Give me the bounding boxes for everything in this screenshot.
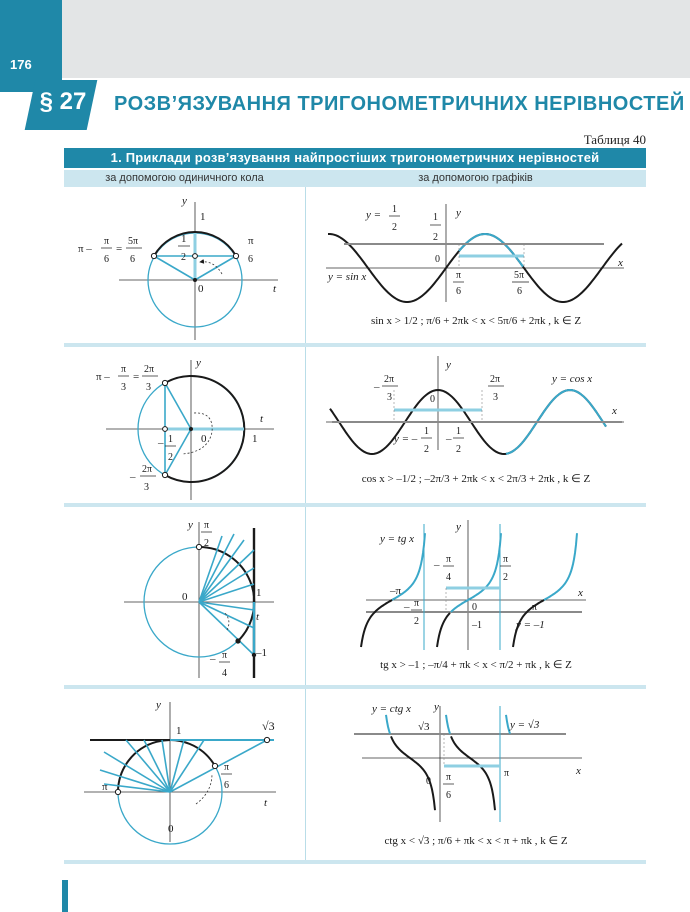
formula-label: =	[116, 243, 123, 255]
point-label: –	[210, 653, 216, 665]
tick-label: –π	[390, 585, 402, 597]
formula-label: 3	[144, 482, 149, 493]
footer-bar	[62, 880, 68, 912]
answer-formula: cos x > –1/2 ; –2π/3 + 2πk < x < 2π/3 + 2πk , k ∈ Z	[361, 473, 591, 485]
axis-y-label: y	[446, 359, 451, 371]
origin-label: 0	[472, 602, 477, 613]
tick-label: –1	[472, 620, 482, 631]
line-label: 2	[424, 444, 429, 455]
formula-label: 3	[146, 382, 151, 393]
tick-label: 6	[456, 286, 461, 297]
label-one: 1	[176, 725, 182, 737]
axis-y-label: y	[188, 519, 193, 531]
formula-label: 6	[130, 254, 135, 265]
axis-t-label: t	[264, 797, 268, 809]
unit-circle-ctg	[64, 692, 305, 860]
graph-ctg	[306, 692, 646, 860]
col-left-heading: за допомогою одиничного кола	[105, 172, 264, 184]
axis-t-label: t	[273, 283, 277, 295]
point-label: 2	[204, 538, 209, 549]
section-sign: § 27	[39, 88, 87, 115]
col-right-heading: за допомогою графіків	[418, 172, 533, 184]
row-separator	[64, 685, 646, 689]
line-label: y =	[366, 209, 382, 221]
formula-label: 5π	[128, 236, 139, 247]
unit-circle-tg	[64, 510, 305, 685]
row-separator	[64, 503, 646, 507]
point-label: π	[224, 762, 230, 773]
axis-y-label: y	[196, 357, 201, 369]
table-subheader	[64, 170, 646, 187]
tick-label: 3	[387, 392, 392, 403]
tick-label: 6	[517, 286, 522, 297]
line-label: 1	[392, 204, 397, 215]
tick-label: –	[374, 381, 380, 393]
tick-label: –	[404, 601, 410, 613]
value-label: 2	[456, 444, 461, 455]
axis-y-label: y	[434, 701, 439, 713]
tick-label: π	[446, 772, 452, 783]
row-separator	[64, 860, 646, 864]
tick-label: 6	[446, 790, 451, 801]
axis-x-label: x	[612, 405, 617, 417]
axis-x-label: x	[576, 765, 581, 777]
table-label: Таблиця 40	[583, 132, 646, 147]
point-label: 6	[224, 780, 229, 791]
tick-label: 2	[503, 572, 508, 583]
tick-label: 2π	[384, 374, 395, 385]
point-label: 4	[222, 668, 227, 679]
unit-circle-sin	[64, 190, 305, 342]
page-tab	[0, 0, 62, 92]
value-label: 2	[168, 452, 173, 463]
origin-label: 0	[435, 254, 440, 265]
point-label: π	[102, 781, 108, 793]
curve-label: y = sin x	[328, 271, 367, 283]
axis-t-label: t	[256, 611, 260, 623]
formula-label: π	[104, 236, 110, 247]
curve-label: y = ctg x	[372, 703, 411, 715]
formula-label: π	[121, 364, 127, 375]
answer-formula: tg x > –1 ; –π/4 + πk < x < π/2 + πk , k ∈ Z	[380, 659, 572, 671]
origin-label: 0	[430, 394, 435, 405]
formula-label: =	[133, 371, 140, 383]
line-label: 1	[424, 426, 429, 437]
axis-y-label: y	[182, 195, 187, 207]
graph-sin	[306, 190, 646, 342]
origin-label: 0	[168, 823, 174, 835]
tick-label: π	[503, 554, 509, 565]
value-label: 2	[433, 232, 438, 243]
value-label: 1	[433, 212, 438, 223]
axis-y-label: y	[156, 699, 161, 711]
tick-label: π	[456, 270, 462, 281]
tick-label: 2	[414, 616, 419, 627]
point-label: π	[204, 520, 210, 531]
tick-label: π	[504, 768, 510, 779]
curve-label: y = tg x	[380, 533, 414, 545]
origin-label: 0	[426, 776, 431, 787]
top-band	[0, 0, 690, 78]
value-label: 2	[181, 252, 186, 263]
value-label: 1	[181, 233, 187, 245]
value-label: √3	[418, 721, 430, 733]
value-label: 1	[168, 434, 173, 445]
line-label: y = –	[394, 433, 418, 445]
value-label: –	[158, 437, 164, 449]
label-one: 1	[252, 433, 258, 445]
tick-label: 2π	[490, 374, 501, 385]
formula-label: 2π	[142, 464, 153, 475]
row-separator	[64, 343, 646, 347]
table-header: 1. Приклади розв’язування найпростіших тригонометричних нерівностей	[64, 148, 646, 168]
axis-y-label: y	[456, 207, 461, 219]
label-one: 1	[256, 587, 262, 599]
label-one: 1	[200, 211, 206, 223]
origin-label: 0	[201, 433, 207, 445]
formula-label: –	[130, 471, 136, 483]
formula-label: 6	[104, 254, 109, 265]
formula-label: 2π	[144, 364, 155, 375]
section-title: РОЗВ’ЯЗУВАННЯ ТРИГОНОМЕТРИЧНИХ НЕРІВНОСТЕЙ	[114, 93, 685, 115]
answer-formula: ctg x < √3 ; π/6 + πk < x < π + πk , k ∈ Z	[384, 835, 568, 847]
line-label: y = –1	[516, 619, 545, 631]
axis-x-label: x	[578, 587, 583, 599]
tick-label: π	[414, 598, 420, 609]
curve-label: y = cos x	[552, 373, 593, 385]
tick-label: 5π	[514, 270, 525, 281]
graph-cos	[306, 350, 646, 502]
origin-label: 0	[182, 591, 188, 603]
axis-x-label: x	[618, 257, 623, 269]
point-label: √3	[262, 719, 275, 733]
line-label: y = √3	[510, 719, 540, 731]
label-minus-one: –1	[256, 647, 267, 659]
axis-y-label: y	[456, 521, 461, 533]
graph-tg	[306, 510, 646, 685]
line-label: 2	[392, 222, 397, 233]
answer-formula: sin x > 1/2 ; π/6 + 2πk < x < 5π/6 + 2πk , k ∈ Z	[370, 315, 582, 327]
value-label: 1	[456, 426, 461, 437]
tick-label: π	[532, 602, 538, 613]
formula-label: π –	[78, 243, 92, 255]
tick-label: 4	[446, 572, 451, 583]
point-label: π	[222, 650, 228, 661]
tick-label: –	[434, 559, 440, 571]
value-label: –	[446, 433, 452, 445]
tick-label: 3	[493, 392, 498, 403]
formula-label: π –	[96, 371, 110, 383]
formula-label: 3	[121, 382, 126, 393]
point-label: 6	[248, 254, 253, 265]
page-number: 176	[10, 57, 32, 72]
origin-label: 0	[198, 283, 204, 295]
tick-label: π	[446, 554, 452, 565]
axis-t-label: t	[260, 413, 264, 425]
point-label: π	[248, 235, 254, 247]
unit-circle-cos	[64, 350, 305, 502]
